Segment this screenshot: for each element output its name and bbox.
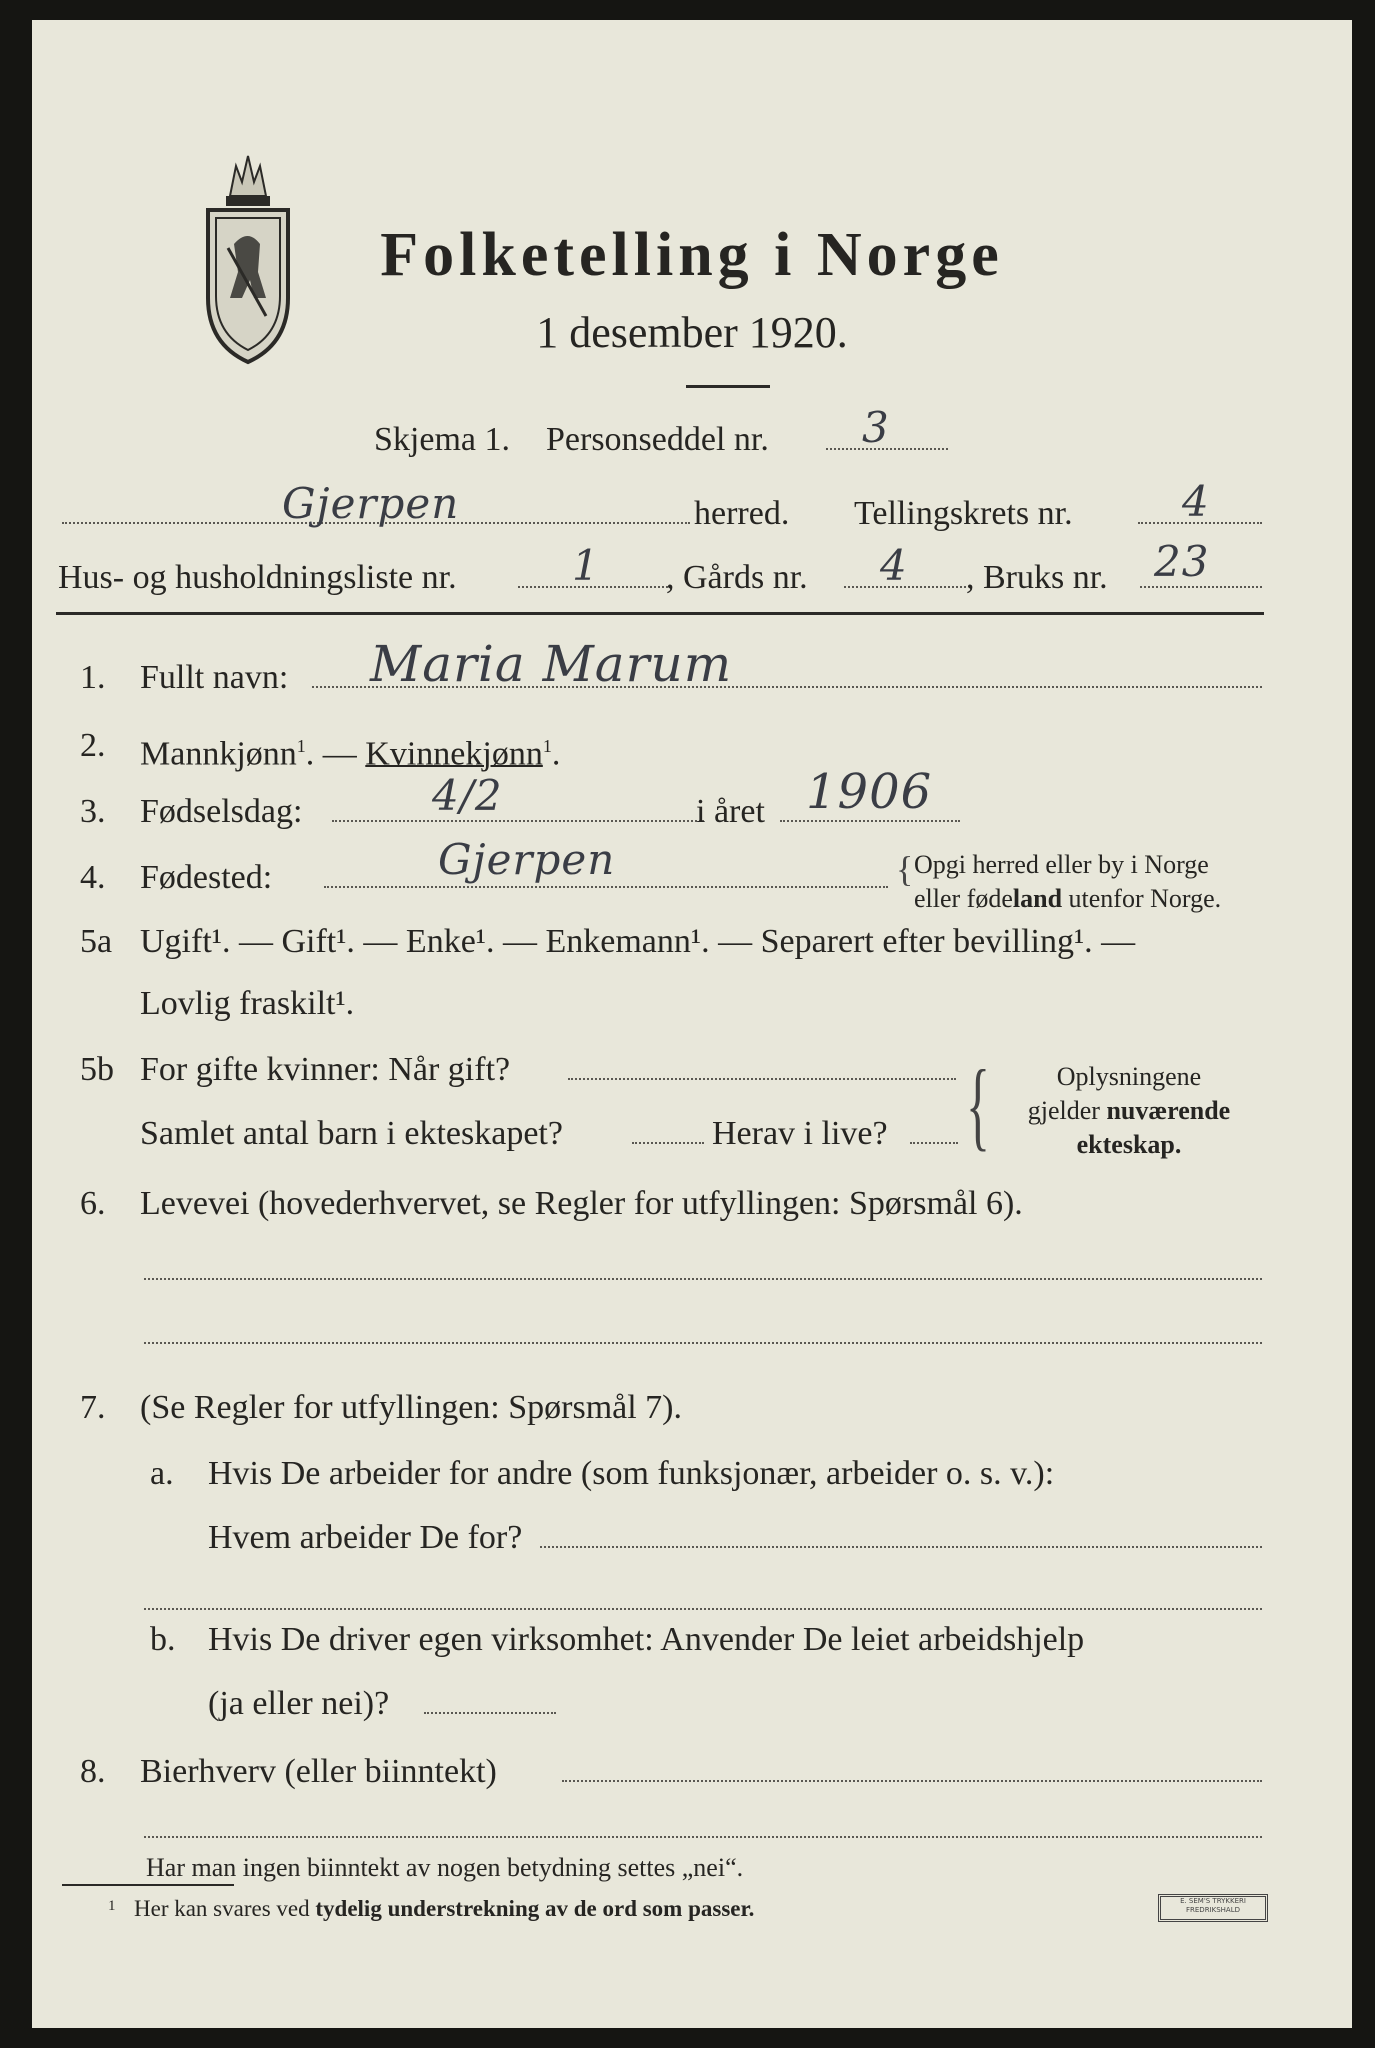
q5b-married-line bbox=[568, 1078, 956, 1080]
tellingskrets-label: Tellingskrets nr. bbox=[854, 495, 1073, 532]
q6-line1 bbox=[144, 1278, 1262, 1280]
footnote-text: Her kan svares ved tydelig understrekning av de ord som passer. bbox=[134, 1896, 755, 1921]
q5a-options[interactable]: Ugift¹. — Gift¹. — Enke¹. — Enkemann¹. — Separert efter bevilling¹. — bbox=[140, 923, 1136, 960]
q5b-alive-line bbox=[910, 1142, 958, 1144]
q7b-letter: b. bbox=[150, 1621, 176, 1658]
q7a-letter: a. bbox=[150, 1455, 174, 1492]
personseddel-value[interactable]: 3 bbox=[862, 403, 890, 452]
q5b-note-line3: ekteskap. bbox=[1076, 1130, 1182, 1159]
husliste-label: Hus- og husholdningsliste nr. bbox=[58, 559, 457, 596]
q6-line2 bbox=[144, 1342, 1262, 1344]
q5b-note-line2: gjelder nuværende bbox=[1027, 1096, 1231, 1125]
header-divider bbox=[56, 612, 1264, 615]
printer-stamp: E. SEM'S TRYKKERI FREDRIKSHALD bbox=[1158, 1894, 1268, 1922]
q5a-options-line2[interactable]: Lovlig fraskilt¹. bbox=[140, 985, 355, 1022]
q7b-answer-line bbox=[424, 1712, 556, 1714]
title-divider bbox=[686, 385, 770, 388]
q2-number: 2. bbox=[80, 727, 106, 764]
q7a-employer-label: Hvem arbeider De for? bbox=[208, 1519, 523, 1556]
q7b-question: Hvis De driver egen virksomhet: Anvender De leiet arbeidshjelp bbox=[208, 1621, 1085, 1658]
year-label: i året bbox=[696, 793, 765, 830]
husliste-value[interactable]: 1 bbox=[572, 541, 600, 590]
form-title: Folketelling i Norge bbox=[380, 221, 1004, 289]
q8-line2 bbox=[144, 1836, 1262, 1838]
personseddel-label: Personseddel nr. bbox=[546, 421, 769, 458]
q4-label: Fødested: bbox=[140, 859, 273, 896]
bruks-line bbox=[1140, 586, 1262, 588]
q7b-answer-label: (ja eller nei)? bbox=[208, 1685, 390, 1722]
tellingskrets-value[interactable]: 4 bbox=[1182, 477, 1210, 526]
gards-value[interactable]: 4 bbox=[880, 541, 908, 590]
q4-brace: { bbox=[896, 849, 914, 889]
q5b-number: 5b bbox=[80, 1051, 114, 1088]
q7-number: 7. bbox=[80, 1389, 106, 1426]
male-option[interactable]: Mannkjønn bbox=[140, 735, 297, 773]
q5b-children-line bbox=[632, 1142, 704, 1144]
q4-note-line1: Opgi herred eller by i Norge bbox=[914, 850, 1209, 879]
herred-label: herred. bbox=[694, 495, 790, 532]
q1-number: 1. bbox=[80, 659, 106, 696]
q4-number: 4. bbox=[80, 859, 106, 896]
q6-number: 6. bbox=[80, 1185, 106, 1222]
q8-number: 8. bbox=[80, 1753, 106, 1790]
q3-line bbox=[332, 820, 704, 822]
q5b-children-label: Samlet antal barn i ekteskapet? bbox=[140, 1115, 563, 1152]
q2-sex-options: Mannkjønn$^1$. — Kvinnekjønn$^1$. bbox=[140, 735, 561, 773]
q1-label: Fullt navn: bbox=[140, 659, 289, 696]
q8-note: Har man ingen biinntekt av nogen betydning settes „nei“. bbox=[146, 1853, 744, 1882]
q5a-number: 5a bbox=[80, 923, 113, 960]
q5b-brace: { bbox=[966, 1049, 990, 1160]
q8-line1 bbox=[562, 1780, 1262, 1782]
q5b-married-label: For gifte kvinner: Når gift? bbox=[140, 1051, 511, 1088]
footnote-divider bbox=[62, 1884, 234, 1886]
census-form bbox=[32, 20, 1352, 2028]
q5b-alive-label: Herav i live? bbox=[712, 1115, 888, 1152]
q3-label: Fødselsdag: bbox=[140, 793, 303, 830]
census-date: 1 desember 1920. bbox=[536, 308, 848, 357]
q7a-employer-line bbox=[540, 1546, 1262, 1548]
skjema-label: Skjema 1. bbox=[374, 421, 510, 458]
q4-note-line2: eller fødeland utenfor Norge. bbox=[914, 884, 1222, 913]
q6-label: Levevei (hovederhvervet, se Regler for utfyllingen: Spørsmål 6). bbox=[140, 1185, 1023, 1222]
q7a-extra-line bbox=[144, 1608, 1262, 1610]
footnote-marker: 1 bbox=[108, 1898, 116, 1914]
birthplace-value[interactable]: Gjerpen bbox=[438, 835, 616, 884]
herred-value[interactable]: Gjerpen bbox=[282, 479, 460, 528]
q4-line bbox=[324, 886, 888, 888]
q7a-question: Hvis De arbeider for andre (som funksjonær, arbeider o. s. v.): bbox=[208, 1455, 1055, 1492]
q8-label: Bierhverv (eller biinntekt) bbox=[140, 1753, 497, 1790]
bruks-label: , Bruks nr. bbox=[966, 559, 1108, 596]
q7-label: (Se Regler for utfyllingen: Spørsmål 7). bbox=[140, 1389, 683, 1426]
year-line bbox=[780, 820, 960, 822]
full-name-value[interactable]: Maria Marum bbox=[370, 635, 733, 693]
q3-number: 3. bbox=[80, 793, 106, 830]
birthday-value[interactable]: 4/2 bbox=[432, 771, 503, 820]
birth-year-value[interactable]: 1906 bbox=[806, 764, 933, 820]
gards-label: , Gårds nr. bbox=[666, 559, 808, 596]
bruks-value[interactable]: 23 bbox=[1154, 537, 1210, 586]
female-option[interactable]: Kvinnekjønn bbox=[365, 735, 543, 773]
q5b-note-line1: Oplysningene bbox=[1056, 1062, 1202, 1091]
